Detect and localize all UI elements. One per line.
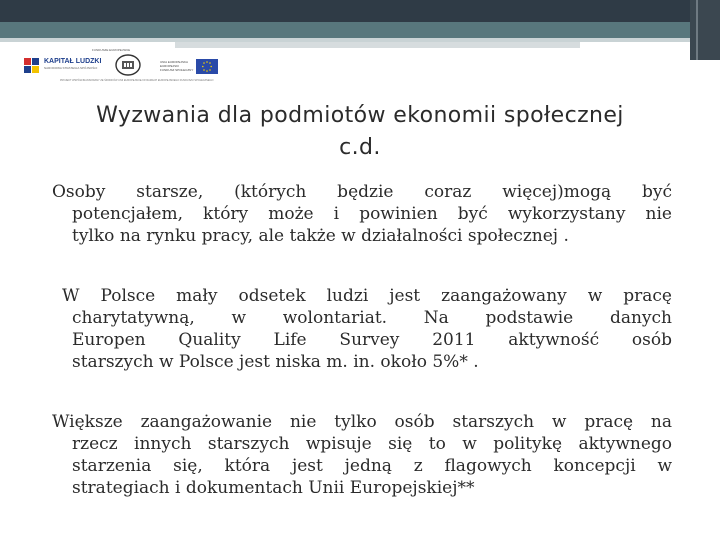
slide-title-line-1: Wyzwania dla podmiotów ekonomii społecznej: [96, 103, 624, 128]
paragraph-line: starzenia się, która jest jedną z flagowych koncepcji w: [72, 456, 672, 476]
paragraph-line: strategiach i dokumentach Unii Europejskiej**: [72, 478, 475, 498]
header-corner-block: [690, 0, 720, 60]
logo-caption: FUNDUSZE EUROPEJSKIE: [92, 48, 131, 52]
paragraph-line: rzecz innych starszych wpisuje się to w politykę aktywnego: [72, 434, 672, 454]
paragraph-line: Większe zaangażowanie nie tylko osób starszych w pracę na: [52, 412, 672, 432]
paragraph-line: potencjałem, który może i powinien być wykorzystany nie: [72, 204, 672, 224]
organization-emblem-icon: [115, 54, 141, 76]
paragraph-line: starszych w Polsce jest niska m. in. około 5%* .: [72, 352, 479, 372]
header-teal-band: [0, 22, 690, 38]
paragraph-line: tylko na rynku pracy, ale także w działalności społecznej .: [72, 226, 569, 246]
paragraph-line: Osoby starsze, (których będzie coraz więcej)mogą być: [52, 182, 672, 202]
paragraph-volunteering-poland: [62, 285, 672, 373]
paragraph-line: Europen Quality Life Survey 2011 aktywność osób: [72, 330, 672, 350]
slide-title: [40, 100, 680, 164]
paragraph-line: W Polsce mały odsetek ludzi jest zaangażowany w pracę: [62, 286, 672, 306]
eu-flag-icon: [196, 59, 218, 74]
header-gray-band: [175, 42, 580, 48]
paragraph-active-ageing-policy: [52, 411, 672, 499]
logo-name: KAPITAŁ LUDZKI: [44, 58, 102, 65]
slide-title-line-2: c.d.: [339, 135, 381, 160]
header-dark-bar: [0, 0, 690, 22]
logo-subline: PROJEKT WSPÓŁFINANSOWANY ZE ŚRODKÓW UNII EUROPEJSKIEJ W RAMACH EUROPEJSKIEGO FUNDUSZU SPOŁECZNEGO: [60, 79, 214, 82]
logo-tagline: NARODOWA STRATEGIA SPÓJNOŚCI: [44, 66, 98, 70]
paragraph-line: charytatywną, w wolontariat. Na podstawie danych: [72, 308, 672, 328]
kapital-ludzki-logo-icon: [24, 56, 40, 76]
eu-label: UNIA EUROPEJSKA EUROPEJSKI FUNDUSZ SPOŁECZNY: [160, 60, 194, 72]
paragraph-older-people-potential: [52, 181, 672, 247]
